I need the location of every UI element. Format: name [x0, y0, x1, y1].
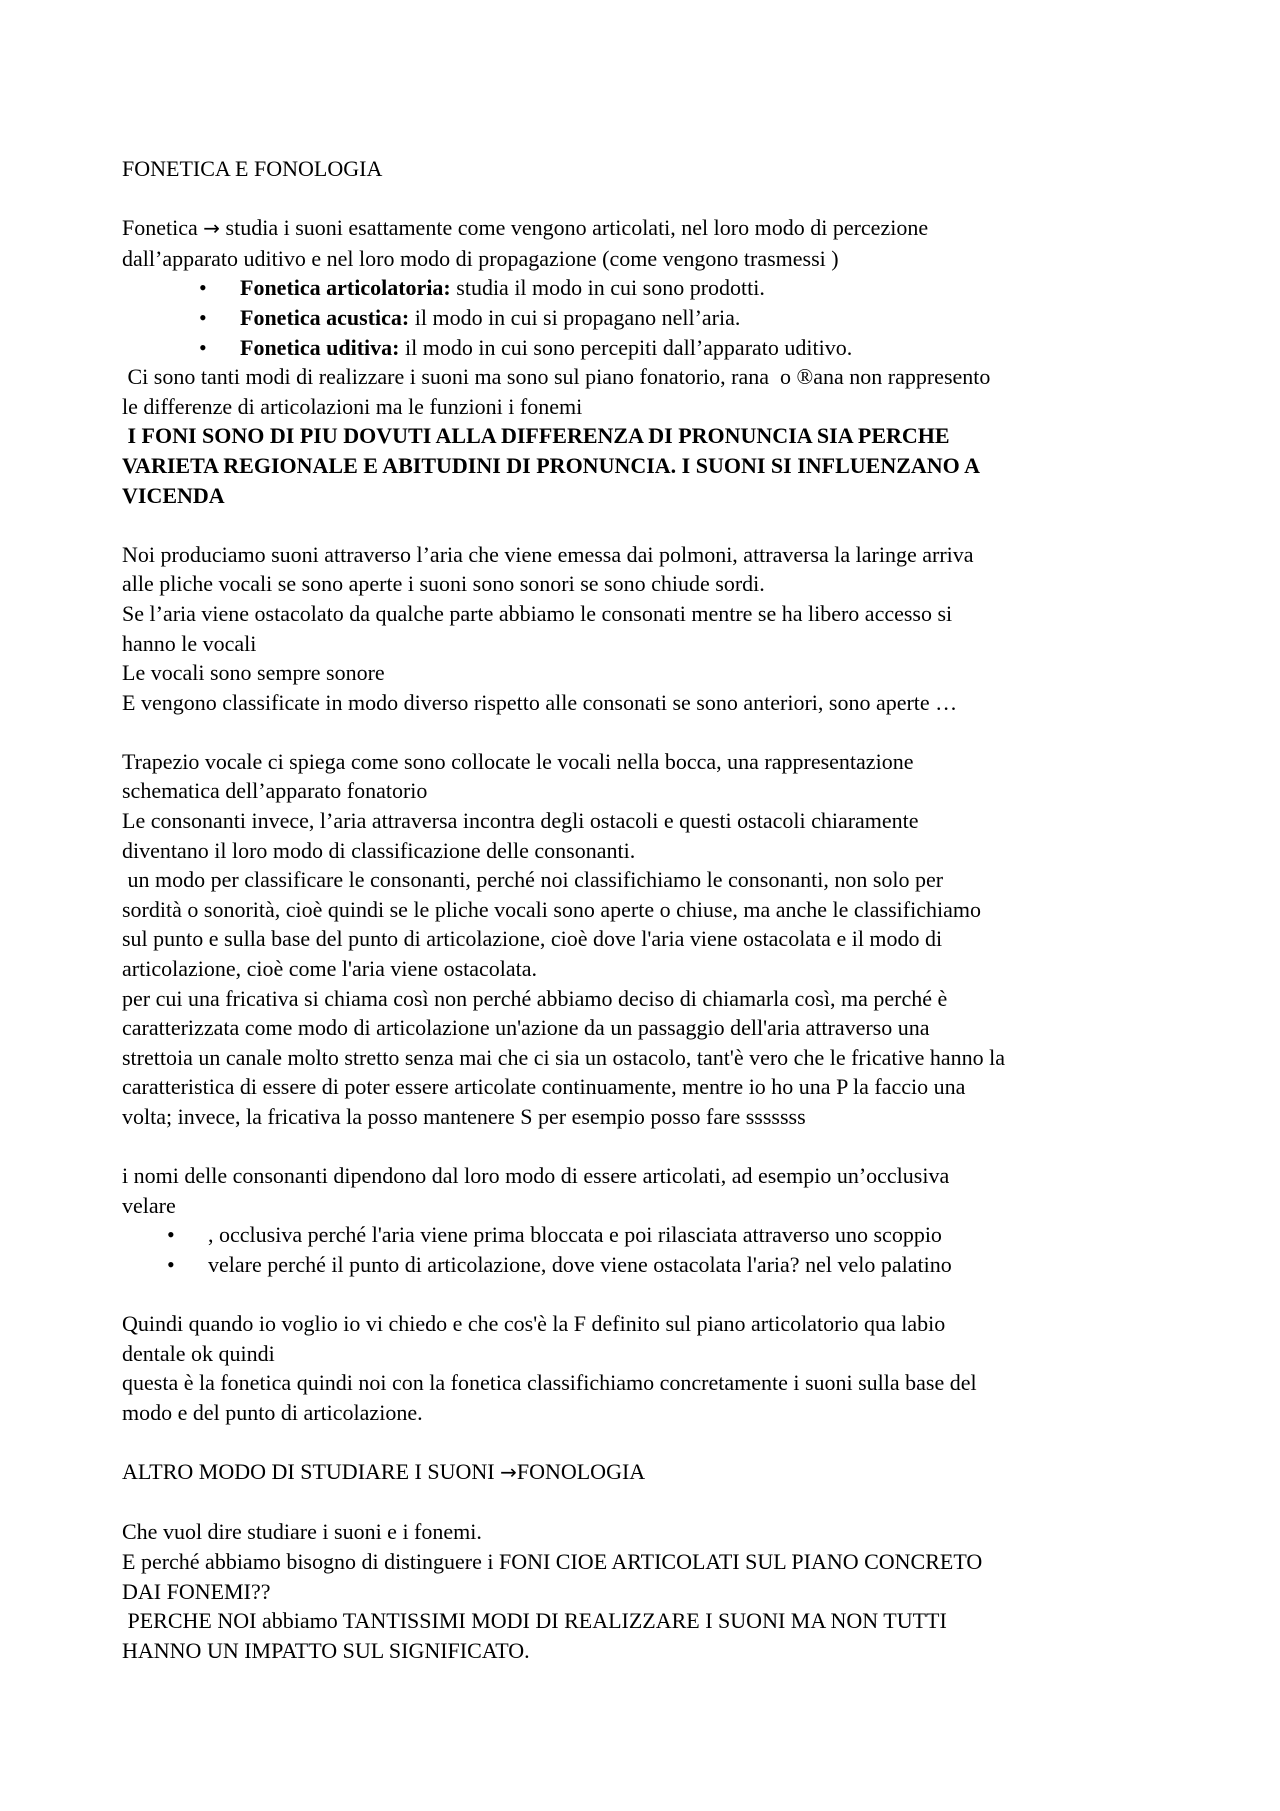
occlusiva-velare-list: [122, 1220, 1172, 1279]
intro-text-1: studia i suoni esattamente come vengono articolati, nel loro modo di percezione: [225, 215, 929, 241]
list-item: • Fonetica acustica: il modo in cui si propagano nell’aria.: [122, 303, 1172, 333]
list-item: • , occlusiva perché l'aria viene prima bloccata e poi rilasciata attraverso uno scoppio: [122, 1220, 1172, 1250]
bullet-icon: •: [199, 275, 207, 301]
paragraph-trapezio-vocale: Trapezio vocale ci spiega come sono collocate le vocali nella bocca, una rappresentazione schematica dell’apparato fonatorio Le consonanti invece, l’aria attraversa incontra degli ostacoli e questi ostacoli chiaramente diventano il loro modo di classificazione delle consonanti. un modo per classificare le consonanti, perché noi classifichiamo le consonanti, non solo per sordità o sonorità, cioè quindi se le pliche vocali sono aperte o chiuse, ma anche le classifichiamo sul punto e sulla base del punto di articolazione, cioè dove l'aria viene ostacolata e il modo di articolazione, cioè come l'aria viene ostacolata. per cui una fricativa si chiama così non perché abbiamo deciso di chiamarla così, ma perché è caratterizzata come modo di articolazione un'azione da un passaggio dell'aria attraverso una strettoia un canale molto stretto senza mai che ci sia un ostacolo, tant'è vero che le fricative hanno la caratteristica di essere di poter essere articolate continuamente, mentre io ho una P la faccio una volta; invece, la fricativa la posso mantenere S per esempio posso fare sssssss: [122, 748, 1006, 1129]
section-heading-fonologia: ALTRO MODO DI STUDIARE I SUONI →FONOLOGIA: [122, 1459, 646, 1485]
arrow-right-icon: →: [500, 1460, 517, 1485]
list-item: • Fonetica uditiva: il modo in cui sono percepiti dall’apparato uditivo.: [122, 333, 1172, 363]
intro-term: Fonetica: [122, 215, 198, 241]
list-item: • Fonetica articolatoria: studia il modo in cui sono prodotti.: [122, 273, 1172, 303]
bullet-icon: •: [167, 1251, 175, 1277]
bullet-icon: •: [199, 334, 207, 360]
paragraph-produzione-suoni: Noi produciamo suoni attraverso l’aria che viene emessa dai polmoni, attraversa la laringe arriva alle pliche vocali se sono aperte i suoni sono sonori se sono chiude sordi. Se l’aria viene ostacolato da qualche parte abbiamo le consonati mentre se ha libero accesso si hanno le vocali Le vocali sono sempre sonore E vengono classificate in modo diverso rispetto alle consonati se sono anteriori, sono aperte …: [122, 541, 974, 715]
intro-line-1: [122, 213, 1172, 244]
paragraph-realizzazione: Ci sono tanti modi di realizzare i suoni ma sono sul piano fonatorio, rana o ®ana non rappresento le differenze di articolazioni ma le funzioni i fonemi: [122, 364, 991, 419]
intro-line-2: dall’apparato uditivo e nel loro modo di propagazione (come vengono trasmessi ): [122, 245, 839, 271]
paragraph-fonetica-conclusione: Quindi quando io voglio io vi chiedo e che cos'è la F definito sul piano articolatorio qua labio dentale ok quindi questa è la fonetica quindi noi con la fonetica classifichiamo concretamente i suoni sulla base del modo e del punto di articolazione.: [122, 1311, 977, 1425]
document-title: FONETICA E FONOLOGIA: [122, 156, 383, 181]
paragraph-nomi-consonanti: i nomi delle consonanti dipendono dal loro modo di essere articolati, ad esempio un’occlusiva velare: [122, 1163, 950, 1218]
bullet-icon: •: [167, 1222, 175, 1248]
paragraph-fonemi: Che vuol dire studiare i suoni e i fonemi. E perché abbiamo bisogno di distinguere i FONI CIOE ARTICOLATI SUL PIANO CONCRETO DAI FONEMI?? PERCHE NOI abbiamo TANTISSIMI MODI DI REALIZZARE I SUONI MA NON TUTTI HANNO UN IMPATTO SUL SIGNIFICATO.: [122, 1519, 983, 1663]
bullet-icon: •: [199, 304, 207, 330]
list-item: • velare perché il punto di articolazione, dove viene ostacolata l'aria? nel velo palatino: [122, 1250, 1172, 1280]
arrow-right-icon: →: [203, 216, 221, 241]
document-page: [122, 154, 1172, 1665]
bold-note: I FONI SONO DI PIU DOVUTI ALLA DIFFERENZA DI PRONUNCIA SIA PERCHE VARIETA REGIONALE E ABITUDINI DI PRONUNCIA. I SUONI SI INFLUENZANO A VICENDA: [122, 423, 980, 508]
phonetics-types-list: [122, 273, 1172, 362]
